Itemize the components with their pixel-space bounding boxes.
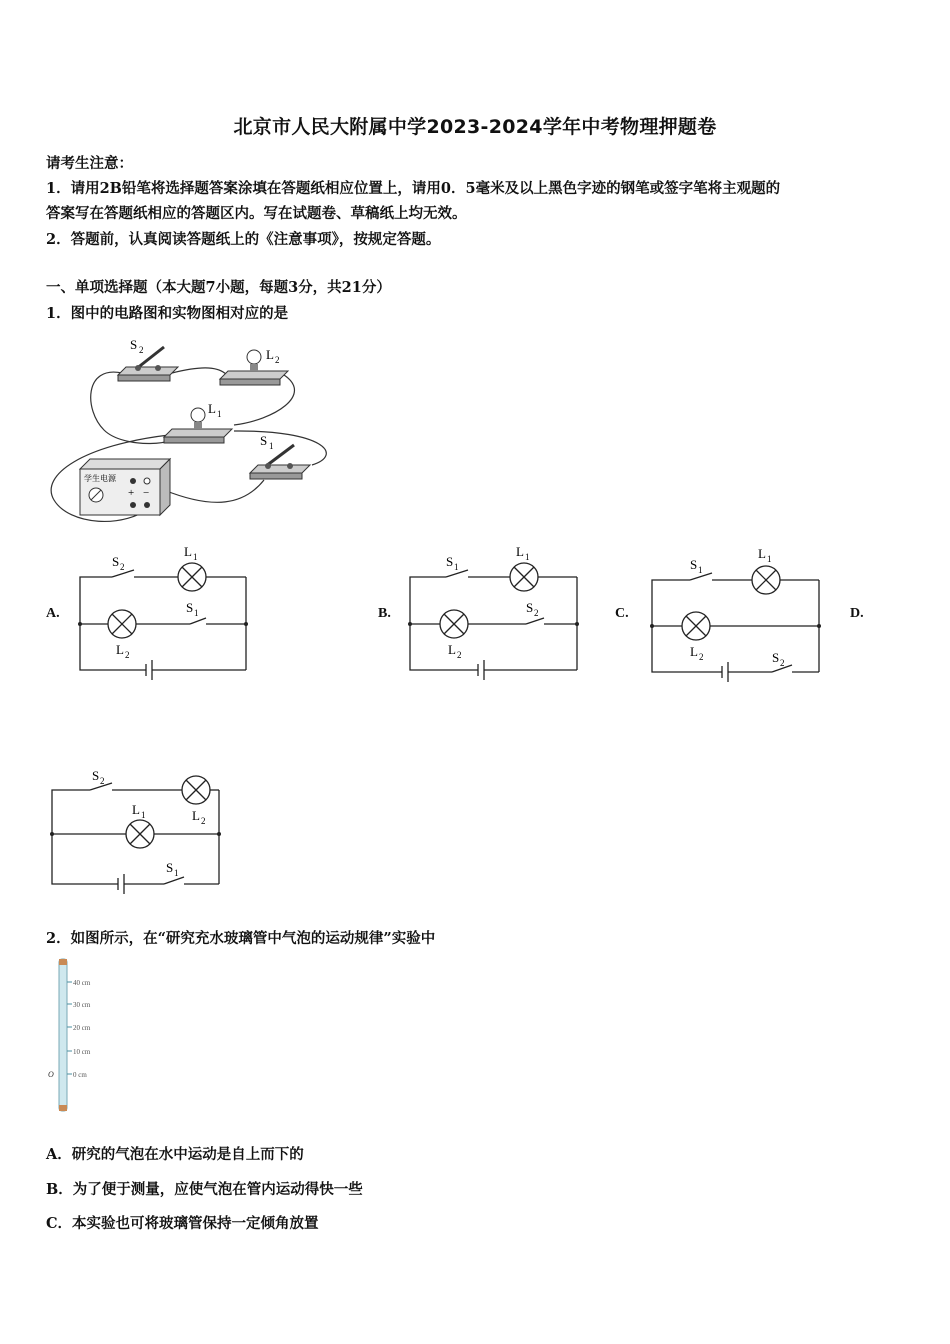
- svg-text:L: L: [184, 544, 192, 559]
- label-s1-sub: 1: [269, 441, 274, 451]
- svg-text:S: S: [92, 768, 100, 783]
- question-2-stem: 2．如图所示，在“研究充水玻璃管中气泡的运动规律”实验中: [46, 930, 436, 947]
- power-plus: +: [128, 487, 135, 499]
- scale-30: 30 cm: [73, 1001, 91, 1009]
- svg-text:L: L: [192, 808, 200, 823]
- svg-text:2: 2: [534, 608, 539, 618]
- svg-text:L: L: [516, 544, 524, 559]
- svg-text:2: 2: [100, 776, 105, 786]
- power-supply: [80, 459, 170, 515]
- svg-text:L: L: [758, 546, 766, 561]
- option-c-circuit: [644, 540, 829, 682]
- option-a-circuit: [72, 540, 257, 680]
- q2-option-a: A．研究的气泡在水中运动是自上而下的: [46, 1146, 304, 1163]
- svg-text:1: 1: [193, 552, 198, 562]
- svg-text:2: 2: [120, 562, 125, 572]
- svg-text:L: L: [132, 802, 140, 817]
- svg-text:S: S: [690, 557, 698, 572]
- q2-option-c: C．本实验也可将玻璃管保持一定倾角放置: [46, 1215, 319, 1232]
- label-l1: L: [208, 401, 216, 416]
- switch-s2-board: [118, 347, 178, 381]
- svg-text:2: 2: [780, 658, 785, 668]
- scale-10: 10 cm: [73, 1048, 91, 1056]
- label-s1: S: [260, 433, 268, 448]
- option-b-circuit: [402, 540, 587, 680]
- option-d-label: D.: [850, 606, 864, 621]
- option-d-circuit: [44, 760, 229, 895]
- switch-s1-board: [250, 445, 310, 479]
- svg-text:L: L: [448, 642, 456, 657]
- label-l2-sub: 2: [275, 355, 280, 365]
- label-s2: S: [130, 337, 138, 352]
- option-b-label: B.: [378, 606, 391, 621]
- option-c-label: C.: [615, 606, 629, 621]
- svg-text:1: 1: [174, 868, 179, 878]
- svg-text:L: L: [690, 644, 698, 659]
- svg-text:2: 2: [457, 650, 462, 660]
- scale-40: 40 cm: [73, 979, 91, 987]
- svg-text:2: 2: [699, 652, 704, 662]
- svg-text:1: 1: [194, 608, 199, 618]
- origin-label: O: [48, 1070, 54, 1079]
- option-a-label: A.: [46, 606, 60, 621]
- notice-item-1-line-1: 1．请用2B铅笔将选择题答案涂填在答题纸相应位置上，请用0．5毫米及以上黑色字迹的钢笔或签字笔将主观题的: [46, 180, 781, 197]
- svg-text:S: S: [772, 650, 780, 665]
- notice-heading: 请考生注意：: [46, 155, 133, 172]
- svg-text:1: 1: [767, 554, 772, 564]
- svg-text:2: 2: [125, 650, 130, 660]
- physical-circuit-figure: [44, 335, 334, 525]
- notice-item-1-line-2: 答案写在答题纸相应的答题区内。写在试题卷、草稿纸上均无效。: [46, 205, 467, 222]
- svg-text:1: 1: [454, 562, 459, 572]
- label-s2-sub: 2: [139, 345, 144, 355]
- notice-item-2: 2．答题前，认真阅读答题纸上的《注意事项》，按规定答题。: [46, 231, 441, 248]
- svg-text:S: S: [446, 554, 454, 569]
- svg-text:S: S: [112, 554, 120, 569]
- glass-tube-figure: [44, 955, 124, 1115]
- power-supply-label: 学生电源: [84, 474, 116, 483]
- svg-text:2: 2: [201, 816, 206, 826]
- scale-0: 0 cm: [73, 1071, 87, 1079]
- svg-text:1: 1: [698, 565, 703, 575]
- svg-text:S: S: [166, 860, 174, 875]
- scale-20: 20 cm: [73, 1024, 91, 1032]
- label-l1-sub: 1: [217, 409, 222, 419]
- svg-text:S: S: [526, 600, 534, 615]
- label-l2: L: [266, 347, 274, 362]
- q2-option-b: B．为了便于测量，应使气泡在管内运动得快一些: [46, 1181, 363, 1198]
- section-heading: 一、单项选择题（本大题7小题，每题3分，共21分）: [46, 279, 391, 296]
- svg-text:1: 1: [141, 810, 146, 820]
- svg-text:1: 1: [525, 552, 530, 562]
- page-title: 北京市人民大附属中学2023-2024学年中考物理押题卷: [233, 116, 717, 138]
- lamp-l1-board: [164, 408, 232, 443]
- question-1-stem: 1．图中的电路图和实物图相对应的是: [46, 305, 289, 322]
- svg-text:S: S: [186, 600, 194, 615]
- power-minus: −: [143, 487, 150, 499]
- svg-text:L: L: [116, 642, 124, 657]
